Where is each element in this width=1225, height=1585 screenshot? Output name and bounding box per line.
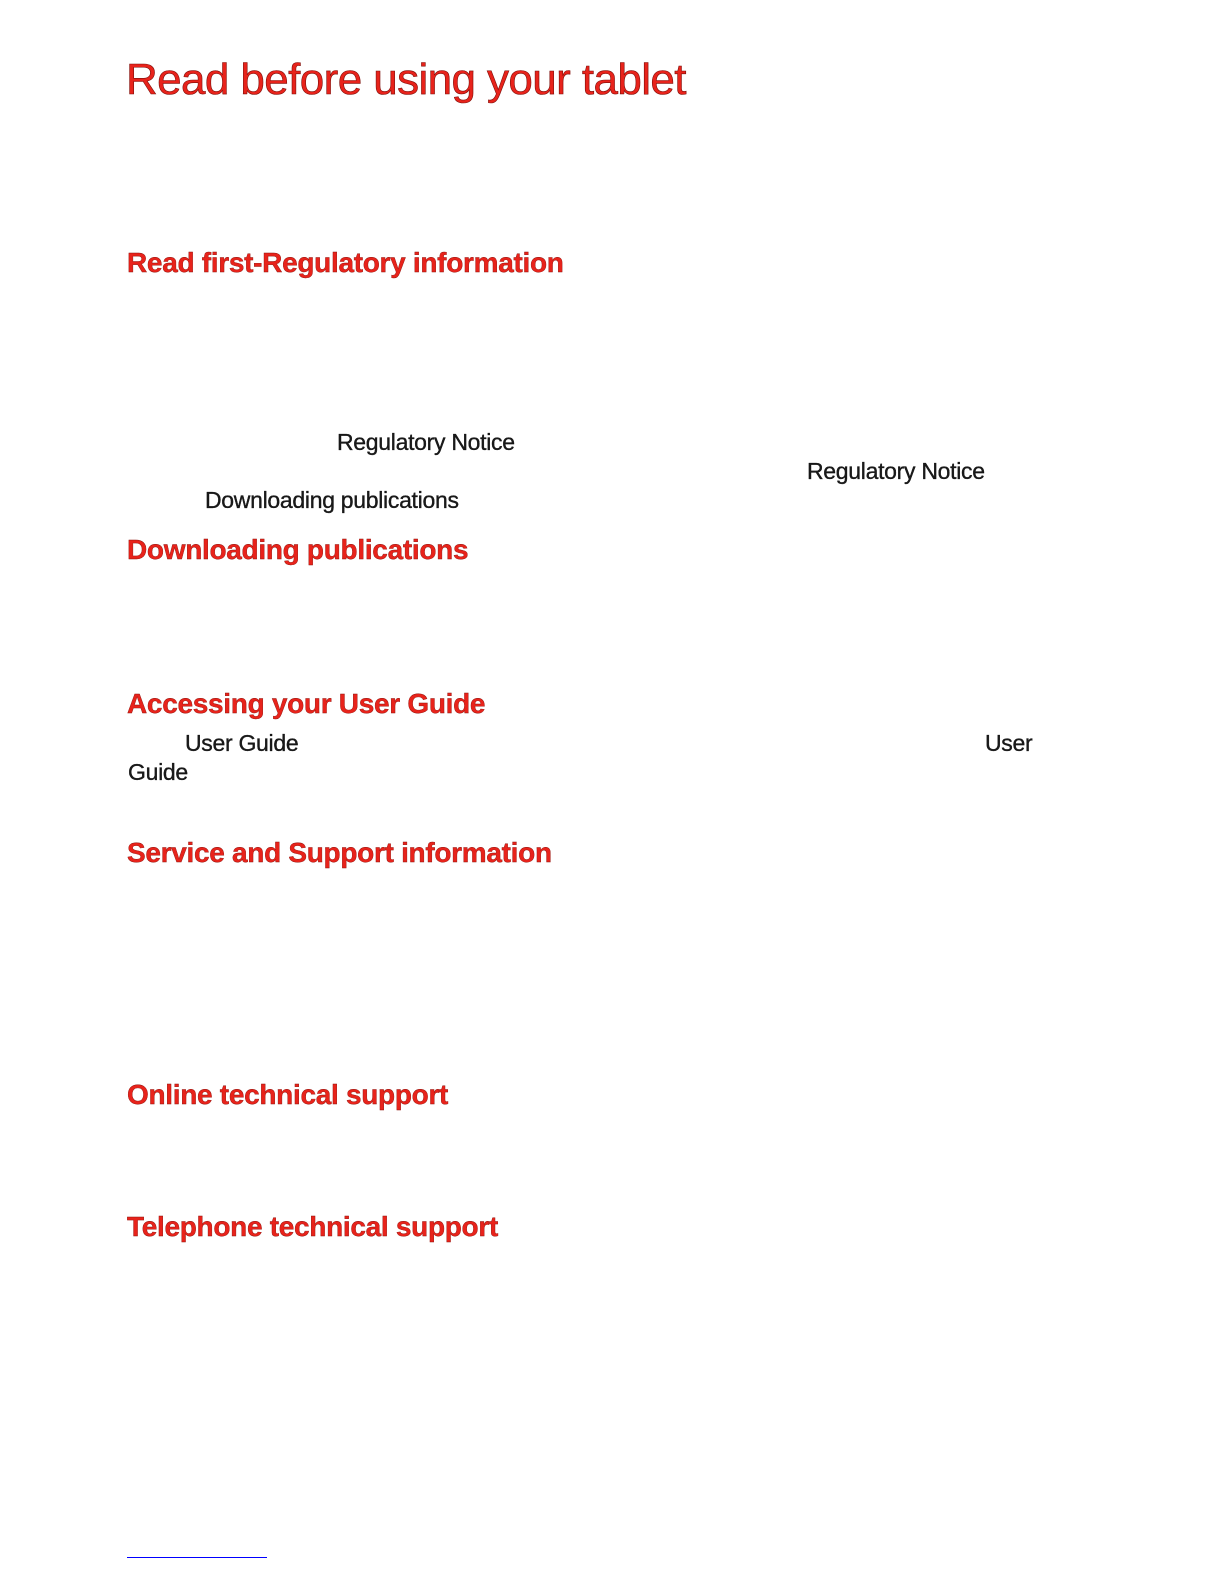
heading-regulatory: Read first-Regulatory information [127,247,564,278]
footnote-rule [127,1557,267,1558]
ref-user-guide: User Guide [185,730,299,756]
ref-user-guide-part-2: Guide [128,759,188,785]
ref-downloading-publications: Downloading publications [205,487,459,513]
heading-service-support: Service and Support information [127,837,552,868]
page-title: Read before using your tablet [126,55,686,104]
heading-telephone-support: Telephone technical support [127,1211,498,1242]
heading-online-support: Online technical support [127,1079,449,1110]
ref-user-guide-part-1: User [985,730,1033,756]
ref-regulatory-notice: Regulatory Notice [807,458,985,484]
heading-accessing-user-guide: Accessing your User Guide [127,688,486,719]
ref-regulatory-notice: Regulatory Notice [337,429,515,455]
heading-downloading-publications: Downloading publications [127,534,469,565]
